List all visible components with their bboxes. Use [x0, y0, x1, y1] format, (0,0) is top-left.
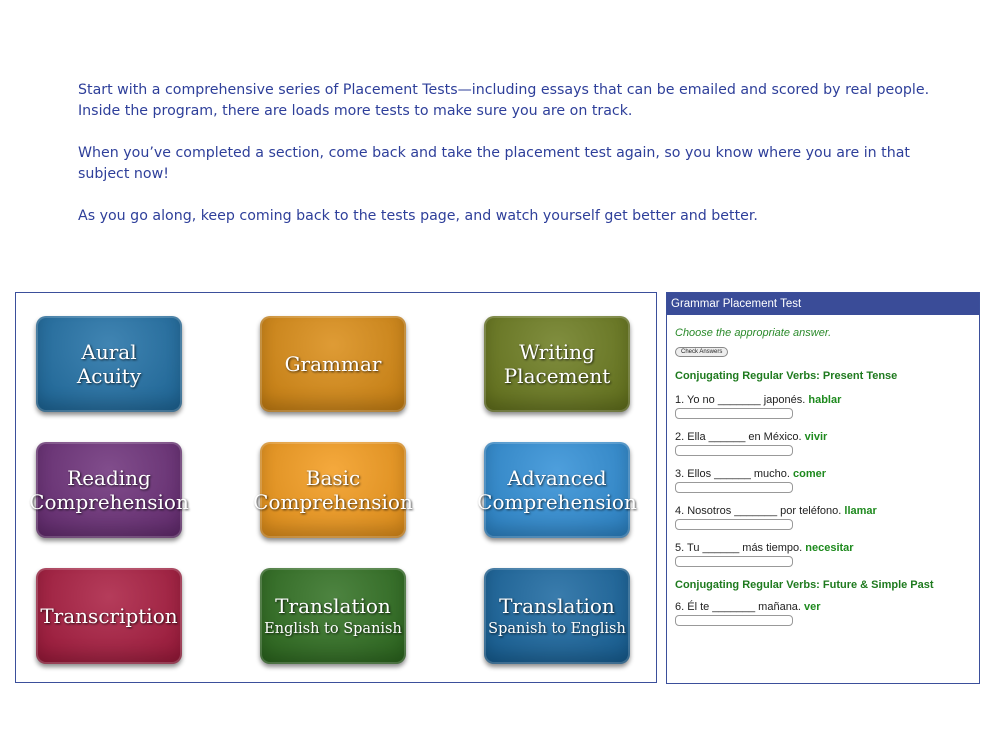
question-verb: ver: [804, 601, 821, 613]
answer-input-3[interactable]: [675, 482, 793, 493]
question-item: [675, 542, 971, 567]
tile-basic-comprehension[interactable]: [253, 442, 413, 538]
tile-label: Transcription: [40, 604, 178, 628]
answer-input-4[interactable]: [675, 519, 793, 530]
question-item: [675, 468, 971, 493]
question-verb: llamar: [844, 505, 877, 517]
tile-label: Acuity: [76, 364, 142, 388]
form-title: Grammar Placement Test: [667, 293, 979, 315]
tile-sublabel: English to Spanish: [264, 621, 402, 637]
tile-sublabel: Spanish to English: [488, 621, 626, 637]
question-item: [675, 431, 971, 456]
question-item: [675, 394, 971, 419]
question-text: 1. Yo no _______ japonés.: [675, 394, 806, 406]
tile-translation-english-to-spanish[interactable]: [260, 568, 406, 664]
tile-label: Translation: [499, 594, 615, 618]
tile-label: Advanced: [507, 466, 607, 490]
tile-label: Placement: [503, 364, 611, 388]
tile-label: Aural: [81, 340, 137, 364]
question-text: 4. Nosotros _______ por teléfono.: [675, 505, 842, 517]
question-verb: vivir: [804, 431, 828, 443]
question-text: 6. Él te _______ mañana.: [675, 601, 801, 613]
tile-aural-acuity[interactable]: [36, 316, 182, 412]
tile-grammar[interactable]: [260, 316, 406, 412]
tile-label: Comprehension: [253, 490, 413, 514]
grammar-test-panel: [666, 292, 980, 684]
tile-label: Basic: [305, 466, 361, 490]
form-instruction: Choose the appropriate answer.: [675, 327, 832, 339]
tile-translation-spanish-to-english[interactable]: [484, 568, 630, 664]
answer-input-1[interactable]: [675, 408, 793, 419]
question-verb: hablar: [808, 394, 842, 406]
question-item: [675, 505, 971, 530]
tile-label: Reading: [67, 466, 151, 490]
tile-reading-comprehension[interactable]: [29, 442, 189, 538]
question-verb: necesitar: [805, 542, 854, 554]
answer-input-2[interactable]: [675, 445, 793, 456]
test-tiles-panel: [15, 292, 657, 683]
question-text: 2. Ella ______ en México.: [675, 431, 802, 443]
question-verb: comer: [793, 468, 827, 480]
answer-input-6[interactable]: [675, 615, 793, 626]
question-item: [675, 601, 971, 626]
tile-label: Writing: [519, 340, 595, 364]
tile-writing-placement[interactable]: [484, 316, 630, 412]
intro-paragraph-1: Start with a comprehensive series of Placement Tests—including essays that can be emailed and scored by real people. Inside the program, there are loads more tests to make sure you are on track.: [78, 82, 930, 119]
tile-label: Grammar: [284, 352, 382, 376]
answer-input-5[interactable]: [675, 556, 793, 567]
question-text: 3. Ellos ______ mucho.: [675, 468, 790, 480]
tile-label: Comprehension: [477, 490, 637, 514]
intro-paragraph-3: As you go along, keep coming back to the tests page, and watch yourself get better and better.: [78, 208, 758, 224]
tile-transcription[interactable]: [36, 568, 182, 664]
section-title-future-past: Conjugating Regular Verbs: Future & Simple Past: [675, 579, 934, 591]
tile-label: Translation: [275, 594, 391, 618]
intro-text: [78, 80, 958, 248]
tile-advanced-comprehension[interactable]: [477, 442, 637, 538]
question-text: 5. Tu ______ más tiempo.: [675, 542, 803, 554]
tile-label: Comprehension: [29, 490, 189, 514]
section-title-present: Conjugating Regular Verbs: Present Tense: [675, 370, 898, 382]
intro-paragraph-2: When you’ve completed a section, come back and take the placement test again, so you know where you are in that subject now!: [78, 145, 910, 182]
check-answers-button[interactable]: Check Answers: [675, 347, 728, 357]
